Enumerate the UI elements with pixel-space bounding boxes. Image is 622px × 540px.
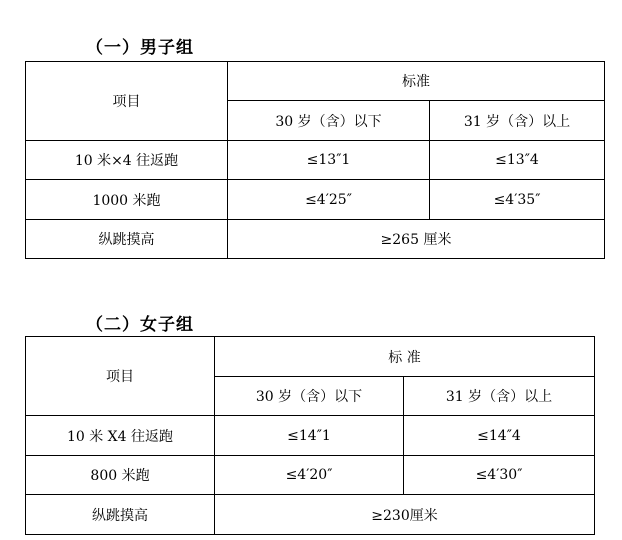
row-item: 1000 米跑: [26, 180, 228, 220]
header-age-over: 31 岁（含）以上: [430, 101, 605, 141]
row-value-over: ≤4′30″: [404, 456, 595, 495]
row-value-over: ≤13″4: [430, 141, 605, 180]
standards-table-men: [25, 61, 605, 259]
row-item: 10 米 X4 往返跑: [26, 416, 215, 456]
row-value-under: ≤4′20″: [215, 456, 404, 495]
table-header-row: [26, 337, 595, 377]
header-age-under: 30 岁（含）以下: [228, 101, 430, 141]
header-age-over: 31 岁（含）以上: [404, 377, 595, 416]
header-standard: 标准: [228, 62, 605, 101]
row-value-over: ≤4′35″: [430, 180, 605, 220]
row-value-under: ≤14″1: [215, 416, 404, 456]
table-row: [26, 220, 605, 259]
row-item: 纵跳摸高: [26, 495, 215, 535]
row-value-under: ≤4′25″: [228, 180, 430, 220]
header-item: 项目: [26, 337, 215, 416]
table-row: [26, 495, 595, 535]
table-row: [26, 180, 605, 220]
row-value-all: ≥230厘米: [215, 495, 595, 535]
section-title-men: （一）男子组: [86, 38, 194, 58]
row-value-under: ≤13″1: [228, 141, 430, 180]
header-age-under: 30 岁（含）以下: [215, 377, 404, 416]
section-title-women: （二）女子组: [86, 315, 194, 335]
table-header-row: [26, 62, 605, 101]
standards-table-women: [25, 336, 595, 535]
row-value-all: ≥265 厘米: [228, 220, 605, 259]
row-item: 纵跳摸高: [26, 220, 228, 259]
row-item: 800 米跑: [26, 456, 215, 495]
row-value-over: ≤14″4: [404, 416, 595, 456]
header-standard: 标 准: [215, 337, 595, 377]
header-item: 项目: [26, 62, 228, 141]
row-item: 10 米×4 往返跑: [26, 141, 228, 180]
table-row: [26, 141, 605, 180]
table-row: [26, 416, 595, 456]
table-row: [26, 456, 595, 495]
